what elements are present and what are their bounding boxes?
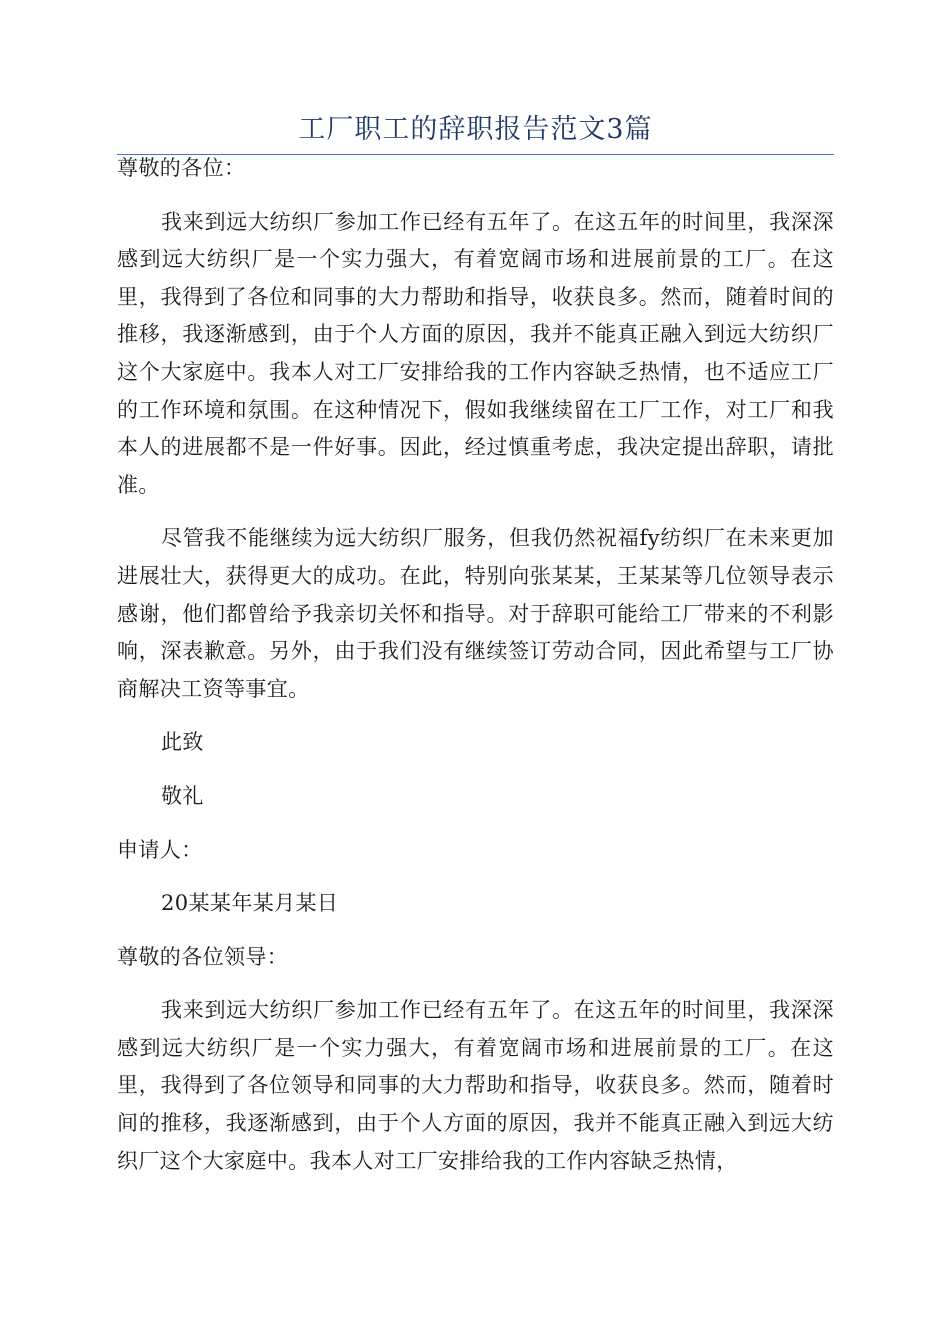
spacer (117, 188, 834, 204)
spacer (117, 708, 834, 724)
spacer (117, 869, 834, 885)
letter1-closing-1: 此致 (161, 730, 204, 755)
letter1-salutation: 尊敬的各位： (117, 156, 246, 180)
document-body (117, 150, 834, 1180)
spacer (117, 976, 834, 992)
spacer (117, 923, 834, 939)
spacer (117, 816, 834, 832)
document-title: 工厂职工的辞职报告范文3篇 (298, 114, 653, 145)
letter1-closing-2: 敬礼 (161, 783, 204, 808)
letter2-salutation: 尊敬的各位领导： (117, 944, 289, 969)
letter1-applicant: 申请人： (117, 837, 203, 862)
spacer (117, 762, 834, 778)
spacer (117, 504, 834, 520)
letter1-paragraph-1: 我来到远大纺织厂参加工作已经有五年了。在这五年的时间里，我深深感到远大纺织厂是一个实力强大，有着宽阔市场和进展前景的工厂。在这里，我得到了各位和同事的大力帮助和指导，收获良多。然而，随着时间的推移，我逐渐感到，由于个人方面的原因，我并不能真正融入到远大纺织厂这个大家庭中。我本人对工厂安排给我的工作内容缺乏热情，也不适应工厂的工作环境和氛围。在这种情况下，假如我继续留在工厂工作，对工厂和我本人的进展都不是一件好事。因此，经过慎重考虑，我决定提出辞职，请批准。 (117, 209, 834, 497)
letter1-date: 20某某年某月某日 (161, 891, 339, 916)
letter1-paragraph-2: 尽管我不能继续为远大纺织厂服务，但我仍然祝福fy纺织厂在未来更加进展壮大，获得更大的成功。在此，特别向张某某，王某某等几位领导表示感谢，他们都曾给予我亲切关怀和指导。对于辞职可能给工厂带来的不利影响，深表歉意。另外，由于我们没有继续签订劳动合同，因此希望与工厂协商解决工资等事宜。 (117, 526, 834, 701)
letter2-paragraph-1: 我来到远大纺织厂参加工作已经有五年了。在这五年的时间里，我深深感到远大纺织厂是一个实力强大，有着宽阔市场和进展前景的工厂。在这里，我得到了各位领导和同事的大力帮助和指导，收获良多。然而，随着时间的推移，我逐渐感到，由于个人方面的原因，我并不能真正融入到远大纺织厂这个大家庭中。我本人对工厂安排给我的工作内容缺乏热情， (117, 998, 834, 1173)
